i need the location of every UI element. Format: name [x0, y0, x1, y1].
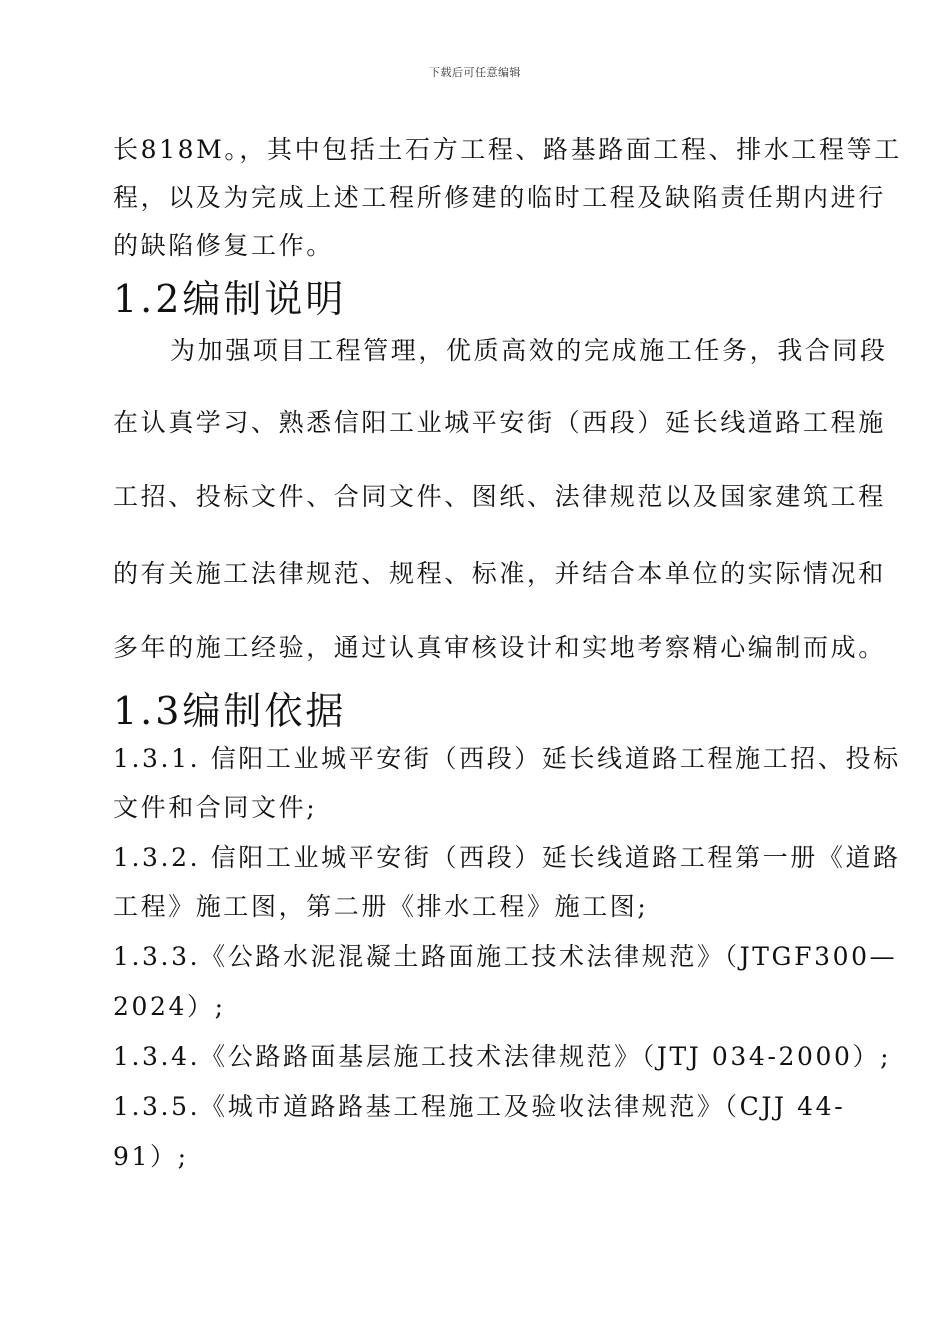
- section-1-3-line-7: 1.3.4.《公路路面基层施工技术法律规范》（JTJ 034-2000）;: [113, 1042, 892, 1071]
- section-1-3-line-8: 1.3.5.《城市道路路基工程施工及验收法律规范》（CJJ 44-: [113, 1092, 846, 1121]
- intro-line-2: 程，以及为完成上述工程所修建的临时工程及缺陷责任期内进行: [113, 183, 886, 212]
- section-heading-1-2: 1.2编制说明: [113, 277, 347, 321]
- section-1-2-line-5: 多年的施工经验，通过认真审核设计和实地考察精心编制而成。: [113, 633, 886, 662]
- section-1-3-line-6: 2024）;: [113, 992, 226, 1021]
- section-1-2-line-4: 的有关施工法律规范、规程、标准，并结合本单位的实际情况和: [113, 559, 886, 588]
- section-1-2-line-2: 在认真学习、熟悉信阳工业城平安街（西段）延长线道路工程施: [113, 408, 886, 437]
- header-note: 下载后可任意编辑: [429, 66, 521, 79]
- section-heading-1-3: 1.3编制依据: [113, 689, 347, 733]
- intro-line-1: 长818M。，其中包括土石方工程、路基路面工程、排水工程等工: [113, 135, 902, 164]
- section-1-3-line-9: 91）;: [113, 1142, 189, 1171]
- section-1-3-line-5: 1.3.3.《公路水泥混凝土路面施工技术法律规范》（JTGF300—: [113, 942, 898, 971]
- intro-line-3: 的缺陷修复工作。: [113, 231, 334, 260]
- section-1-3-line-4: 工程》施工图，第二册《排水工程》施工图;: [113, 892, 649, 921]
- section-1-2-line-3: 工招、投标文件、合同文件、图纸、法律规范以及国家建筑工程: [113, 482, 886, 511]
- section-1-2-line-1: 为加强项目工程管理，优质高效的完成施工任务，我合同段: [170, 336, 888, 365]
- section-1-3-line-3: 1.3.2. 信阳工业城平安街（西段）延长线道路工程第一册《道路: [113, 843, 901, 872]
- section-1-3-line-1: 1.3.1. 信阳工业城平安街（西段）延长线道路工程施工招、投标: [113, 744, 901, 773]
- section-1-3-line-2: 文件和合同文件;: [113, 793, 318, 822]
